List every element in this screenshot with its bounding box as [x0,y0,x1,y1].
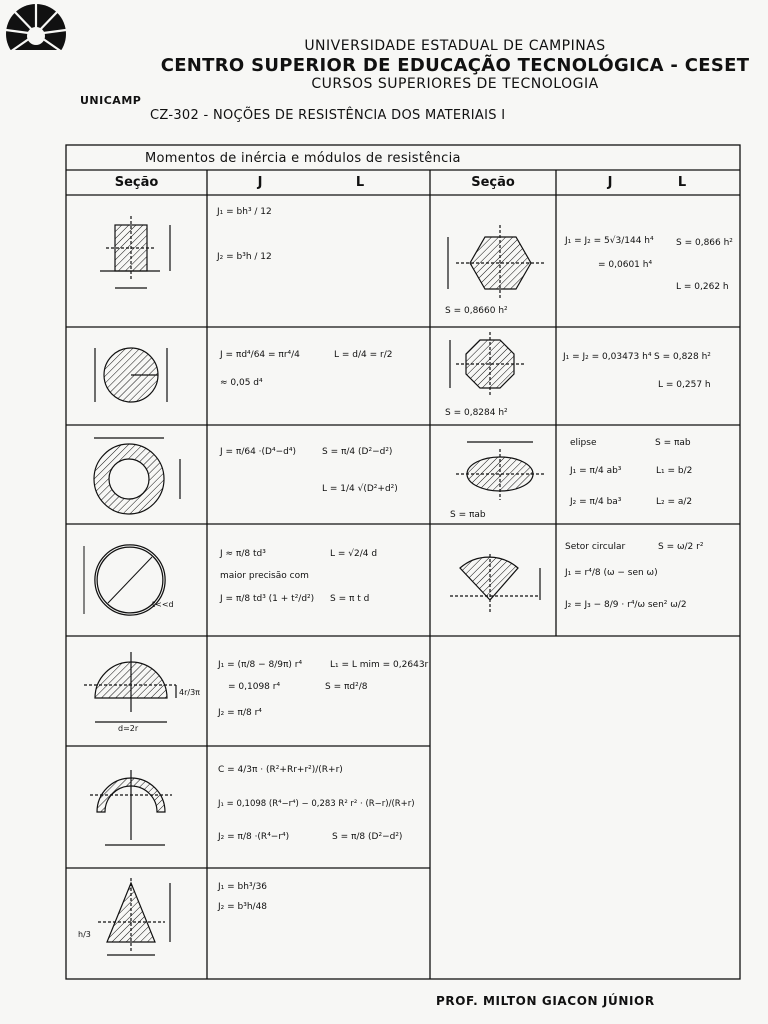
circle-l: L = d/4 = r/2 [334,350,393,360]
triangle-j2: J₂ = b³h/48 [218,902,268,912]
semicircle-section [84,652,176,722]
rect-j1: J₁ = bh³ / 12 [217,207,272,217]
semicircle-j2: J₂ = π/8 r⁴ [218,708,262,718]
university-name: UNIVERSIDADE ESTADUAL DE CAMPINAS [304,38,606,54]
hollow-s: S = π/4 (D²−d²) [322,447,393,457]
col-header-j-right: J [607,175,613,190]
circle-j: J = πd⁴/64 = πr⁴/4 [220,350,300,360]
ellipse-l2: L₂ = a/2 [656,497,693,507]
ellipse-l1: L₁ = b/2 [656,466,693,476]
sector-j1: J₁ = r⁴/8 (ω − sen ω) [565,568,658,578]
octagon-j: J₁ = J₂ = 0,03473 h⁴ [563,352,652,362]
triangle-h3-label: h/3 [78,930,91,939]
courses-name: CURSOS SUPERIORES DE TECNOLOGIA [311,76,599,92]
ring-j: J ≈ π/8 td³ [220,549,266,559]
hexagon-s: S = 0,866 h² [676,238,733,248]
hollow-j: J = π/64 ·(D⁴−d⁴) [220,447,296,457]
ellipse-j2: J₂ = π/4 ba³ [570,497,622,507]
hexagon-section [448,225,546,300]
col-header-secao: Seção [114,175,159,190]
semicircle-centroid-label: 4r/3π [179,688,200,697]
octagon-l: L = 0,257 h [658,380,711,390]
ring-s: S = π t d [330,594,370,604]
ring-l: L = √2/4 d [330,549,378,559]
logo-text: UNICAMP [80,94,142,107]
hollow-l: L = 1/4 √(D²+d²) [322,484,398,494]
ring-note: maior precisão com [220,571,309,581]
semiring-s: S = π/8 (D²−d²) [332,832,403,842]
col-header-l-right: L [677,175,687,190]
ellipse-s-top: S = πab [655,438,691,448]
rect-j2: J₂ = b³h / 12 [217,252,272,262]
course-code: CZ-302 [150,108,200,123]
hexagon-area: S = 0,8660 h² [445,306,508,316]
hollow-circle-section [94,438,180,514]
hexagon-l: L = 0,262 h [676,282,729,292]
hexagon-j-value: = 0,0601 h⁴ [598,260,653,270]
semicircle-diameter-label: d=2r [118,724,139,733]
semicircle-j1-value: = 0,1098 r⁴ [228,682,281,692]
octagon-s: S = 0,828 h² [654,352,711,362]
ring-j-precise: J = π/8 td³ (1 + t²/d²) [220,594,315,604]
octagon-section [450,332,524,396]
col-header-j: J [257,175,263,190]
footer-author: PROF. MILTON GIACON JÚNIOR [436,994,655,1008]
center-name: CENTRO SUPERIOR DE EDUCAÇÃO TECNOLÓGICA - CESET [160,55,750,76]
octagon-area: S = 0,8284 h² [445,408,508,418]
semicircle-l1: L₁ = L mim = 0,2643r [330,660,429,670]
semi-ring-section [90,770,172,845]
semicircle-s: S = πd²/8 [325,682,368,692]
triangle-j1: J₁ = bh³/36 [218,882,268,892]
ellipse-section [456,442,545,500]
rectangle-section [100,216,170,288]
col-header-secao-right: Seção [471,175,515,190]
course-dash: - [203,108,209,123]
triangle-section [98,878,170,955]
course-name: NOÇÕES DE RESISTÊNCIA DOS MATERIAIS I [212,108,506,123]
ellipse-name: elipse [570,438,597,448]
semiring-j1: J₁ = 0,1098 (R⁴−r⁴) − 0,283 R² r² · (R−r)/(R+r) [218,799,415,809]
circle-approx: ≈ 0,05 d⁴ [220,378,263,388]
sector-j2: J₂ = J₃ − 8/9 · r⁴/ω sen² ω/2 [565,600,687,610]
ellipse-area: S = πab [450,510,486,520]
sector-name: Setor circular [565,542,626,552]
hexagon-j: J₁ = J₂ = 5√3/144 h⁴ [565,236,654,246]
ring-thickness-label: t<<d [152,600,174,609]
table-title: Momentos de inércia e módulos de resistência [145,151,461,166]
semicircle-j1: J₁ = (π/8 − 8/9π) r⁴ [218,660,303,670]
col-header-l: L [355,175,365,190]
sector-s: S = ω/2 r² [658,542,704,552]
semiring-c: C = 4/3π · (R²+Rr+r²)/(R+r) [218,765,343,775]
circular-sector-section [450,554,540,612]
circle-section [95,348,167,402]
semiring-j2: J₂ = π/8 ·(R⁴−r⁴) [218,832,290,842]
ellipse-j1: J₁ = π/4 ab³ [570,466,622,476]
